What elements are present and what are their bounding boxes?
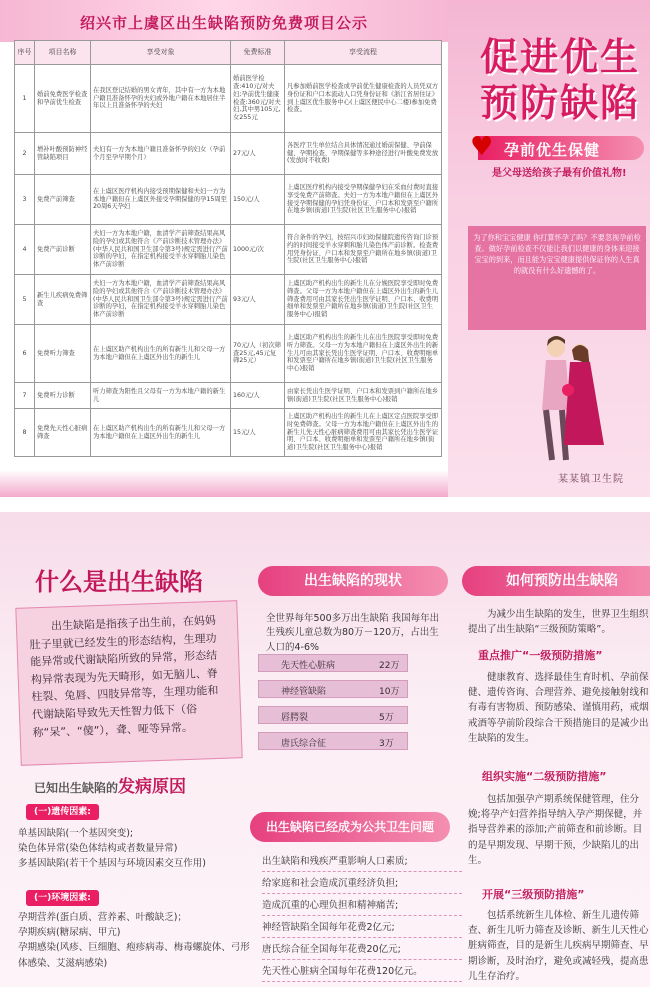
genetic-tag: (一)遗传因素: [26, 804, 99, 820]
cell-process: 上虞区医疗机构内接受孕期保健孕妇在采血付费时直接享受免费产前筛查。夫妇一方为本地户籍但在上虞区外接受孕期保健的孕妇凭身份证、户口本和发票至户籍所在地乡镇(街道)卫生院(社区卫生服务中心)报销 [285, 175, 442, 225]
cause-prefix: 已知出生缺陷的 [34, 781, 119, 795]
level1-heading: 重点推广“一级预防措施” [478, 649, 603, 662]
level1-text: 健康教育、选择最佳生育时机、孕前保健、遗传咨询、合理营养、避免接触射线和有毒有害物质、预防感染、谨慎用药，戒烟戒酒等孕前阶段综合干预措施目的是减少出生缺陷的发生。 [468, 672, 649, 744]
cell-no: 6 [15, 325, 35, 383]
public-item: 先天性心脏病全国每年花费120亿元。 [262, 958, 462, 982]
table-row [15, 275, 442, 325]
cell-target: 在上虞区医疗机构内接受预期保健和夫妇一方为本地户籍但在上虞区外接受孕期保健的孕15周至20周6天孕妇 [91, 175, 231, 225]
level2-text: 包括加强孕产期系统保健管理，住分娩;将孕产妇营养指导纳入孕产期保健，并指导营养素的添加;产前筛查和前诊断。目的是早期发现、早期干预，少缺陷儿的出生。 [468, 794, 643, 866]
table-row [15, 383, 442, 409]
table-row [15, 65, 442, 133]
list-item: 染色体异常(染色体结构或者数量异常) [18, 843, 178, 855]
cell-standard: 27元/人 [231, 133, 285, 175]
table-row [15, 133, 442, 175]
list-item: 孕期疾病(糖尿病、甲亢) [18, 927, 121, 939]
cell-name: 免费听力筛查 [35, 325, 91, 383]
cell-no: 2 [15, 133, 35, 175]
couple-illustration [518, 330, 618, 465]
table-row [15, 225, 442, 275]
definition-note: 出生缺陷是指孩子出生前，在妈妈肚子里就已经发生的形态结构，生理功能异常或代谢缺陷所致的异常，形态结构异常表现为先天畸形，如无脑儿、脊柱裂、兔唇、四肢异常等，生理功能和代谢缺陷导致先天性智力低下（俗称“呆”、“傻”），聋、哑等异常。 [15, 600, 242, 766]
cell-standard: 150元/人 [231, 175, 285, 225]
status-row [258, 654, 408, 672]
cell-no: 7 [15, 383, 35, 409]
project-notice-panel [0, 0, 448, 497]
status-value: 3万 [379, 739, 394, 749]
col-header-standard: 免费标准 [231, 41, 285, 65]
cell-target: 夫妇一方为本地户籍，血清学产前筛查结果高风险的孕妇或其他符合《产前诊断技术管理办法》(中华人民共和国卫生部令第3号)规定需进行产前诊断的孕妇，在指定机构接受羊水穿刺胎儿染色体产前诊断 [91, 225, 231, 275]
env-list [18, 910, 250, 971]
status-value: 10万 [379, 687, 400, 697]
cell-standard: 婚前医学检查:410元/对夫妇;孕前优生健康检查:360元/对夫妇,其中男105元,女255元 [231, 65, 285, 133]
org-name: 某某镇卫生院 [558, 474, 624, 485]
cover-title-line2: 预防缺陷 [480, 80, 641, 125]
list-item: 孕期营养(蛋白质、营养素、叶酸缺乏)； [18, 912, 187, 923]
public-item: 神经管缺陷全国每年花费2亿元; [262, 914, 462, 938]
public-item: 给家庭和社会造成沉重经济负担; [262, 870, 462, 894]
prevent-intro: 为减少出生缺陷的发生，世界卫生组织提出了出生缺陷“三级预防策略”。 [468, 609, 649, 636]
cover-title-line1: 促进优生 [480, 34, 641, 79]
table-header-row [15, 41, 442, 65]
status-intro: 全世界每年500多万出生缺陷 我国每年出生残疾儿童总数为80万－120万，占出生人口的4-6% [266, 613, 440, 653]
list-item: 多基因缺陷(若干个基因与环境因素交互作用) [18, 858, 206, 870]
status-value: 22万 [379, 661, 400, 671]
cell-target: 夫妇有一方为本地户籍且准备怀孕的妇女（孕前个月至孕早期个月） [91, 133, 231, 175]
what-title-main: 出生缺陷 [107, 568, 203, 596]
public-item: 造成沉重的心理负担和精神痛苦; [262, 892, 462, 916]
genetic-list [18, 826, 250, 872]
cell-target: 在我区登记结婚的男女青年，其中有一方为本地户籍且准备怀孕的夫妇或外地户籍在本地居住半年以上且准备怀孕的夫妇 [91, 65, 231, 133]
heart-icon: ♥ [470, 132, 494, 162]
cause-title: 发病原因 [118, 777, 187, 797]
status-name: 唇腭裂 [281, 713, 309, 723]
cell-target: 在上虞区助产机构出生的所有新生儿和父母一方为本地户籍但在上虞区外出生的新生儿 [91, 409, 231, 457]
leaflet-inner-side [0, 512, 650, 987]
level2-heading: 组织实施“二级预防措施” [482, 770, 607, 783]
cell-standard: 15元/人 [231, 409, 285, 457]
cell-target: 夫妇一方为本地户籍，血清学产前筛查结果高风险的孕妇或其他符合《产前诊断技术管理办法》(中华人民共和国卫生部令第3号)规定需进行产前诊断的孕妇，在指定机构接受羊水穿刺胎儿染色体产前诊断 [91, 275, 231, 325]
public-item: 出生缺陷和残疾严重影响人口素质; [262, 848, 462, 872]
env-tag: (一)环境因素: [26, 890, 99, 906]
col-header-no: 序号 [15, 41, 35, 65]
cell-target: 在上虞区助产机构出生的所有新生儿和父母一方为本地户籍但在上虞区外出生的新生儿 [91, 325, 231, 383]
what-title [35, 562, 203, 597]
table-row [15, 175, 442, 225]
cover-tagline: 是父母送给孩子最有价值礼物! [492, 168, 627, 179]
what-title-prefix: 什么是 [35, 568, 107, 596]
col-header-name: 项目名称 [35, 41, 91, 65]
bottom-wave [0, 470, 448, 497]
notice-title: 绍兴市上虞区出生缺陷预防免费项目公示 [79, 14, 368, 32]
public-item: 唐氏综合征全国每年花费20亿元; [262, 936, 462, 960]
cause-heading [34, 772, 186, 797]
prevent-heading: 如何预防出生缺陷 [462, 566, 650, 596]
cell-no: 1 [15, 65, 35, 133]
cover-subtitle: 孕前优生保健 [504, 141, 601, 159]
cell-standard: 70元/人（初次筛查25元,45元复筛25元） [231, 325, 285, 383]
status-heading: 出生缺陷的现状 [258, 566, 448, 596]
public-heading: 出生缺陷已经成为公共卫生问题 [250, 812, 450, 842]
cell-name: 免费听力诊断 [35, 383, 91, 409]
col-header-process: 享受流程 [285, 41, 442, 65]
project-table [14, 40, 442, 457]
cell-process: 符合条件的孕妇，按绍兴市妇幼保健院遗传咨询门诊预约的时间接受羊水穿刺和胎儿染色体产前诊断。检查费用凭身份证、户口本和发票至户籍所在地乡镇(街道)卫生院(社区卫生服务中心)报销 [285, 225, 442, 275]
status-name: 先天性心脏病 [281, 661, 336, 671]
cell-process: 各医疗卫生单位结合具体情况通过婚前保健、孕前保健、孕期检查、孕期保健等多种途径进行叶酸免费发放(发放时不收费) [285, 133, 442, 175]
col-header-target: 享受对象 [91, 41, 231, 65]
status-name: 神经管缺陷 [281, 687, 327, 697]
list-item: 单基因缺陷(一个基因突变); [18, 828, 134, 839]
status-row [258, 706, 408, 724]
cell-name: 增补叶酸预防神经管缺陷项目 [35, 133, 91, 175]
status-row [258, 732, 408, 750]
cell-process: 上虞区助产机构出生的新生儿在上虞区定点医院享受即时免费筛查。父母一方为本地户籍但在上虞区外出生的新生儿先天性心脏病筛查费用可由其家长凭出生医学证明、户口本、收费明细单和发票至户籍所在地乡镇(街道)卫生院(社区卫生服务中心)报销 [285, 409, 442, 457]
cell-no: 4 [15, 225, 35, 275]
table-row [15, 409, 442, 457]
cell-process: 凡参加婚前医学检查或孕前优生健康检查的人员凭双方身份证和户口本流动人口凭身份证和《浙江省居住证》到上虞区优生服务中心(上虞区便民中心二楼)参加免费检查。 [285, 65, 442, 133]
cell-standard: 160元/人 [231, 383, 285, 409]
cell-name: 免费先天性心脏病筛查 [35, 409, 91, 457]
fold-gap [0, 497, 650, 512]
cover-paragraph: 为了你和宝宝健康 你打算怀孕了吗？不要忽视孕前检查。做好孕前检查不仅能让我们以健康的身体来迎接宝宝的到来，而且能为宝宝健康提供保证你的人生真的就没有什么好遗憾的了。 [468, 226, 646, 330]
cell-process: 上虞区助产机构出生的新生儿在出生医院享受即时免费听力筛查。父母一方为本地户籍但在上虞区外出生的新生儿可由其家长凭出生医学证明、户口本、收费明细单和发票至户籍所在地乡镇(街道)卫生院(社区卫生服务中心)报销 [285, 325, 442, 383]
cell-name: 免费产前筛查 [35, 175, 91, 225]
cell-target: 听力筛查为阳性且父母有一方为本地户籍的新生儿 [91, 383, 231, 409]
cell-standard: 93元/人 [231, 275, 285, 325]
cell-process: 上虞区助产机构出生的新生儿在分娩医院享受即时免费筛查。父母一方为本地户籍但在上虞区外出生的新生儿筛查费用可由其家长凭出生医学证明、户口本、收费明细单和发票至户籍所在地乡镇(街道)卫生院(社区卫生服务中心)报销 [285, 275, 442, 325]
status-value: 5万 [379, 713, 394, 723]
cell-no: 3 [15, 175, 35, 225]
cell-standard: 1000元/次 [231, 225, 285, 275]
table-row [15, 325, 442, 383]
cell-name: 婚前免费医学检查和孕前优生检查 [35, 65, 91, 133]
cell-no: 8 [15, 409, 35, 457]
level3-text: 包括系统新生儿体检、新生儿遗传筛查、新生儿听力筛查及诊断、新生儿天性心脏病筛查，目的是新生儿疾病早期筛查、早期诊断，及时治疗，避免或减轻残，提高患儿生存治疗。 [468, 910, 649, 982]
cell-process: 由家长凭出生医学证明、户口本和发票到户籍所在地乡镇(街道)卫生院(社区卫生服务中心)报销 [285, 383, 442, 409]
level3-heading: 开展“三级预防措施” [482, 888, 585, 901]
cell-no: 5 [15, 275, 35, 325]
cover-panel [448, 0, 650, 497]
status-row [258, 680, 408, 698]
cell-name: 免费产前诊断 [35, 225, 91, 275]
list-item: 孕期感染(风疹、巨细胞、疱疹病毒、梅毒螺旋体、弓形体感染、艾滋病感染) [18, 942, 250, 969]
status-name: 唐氏综合征 [281, 739, 327, 749]
cell-name: 新生儿疾病免费筛查 [35, 275, 91, 325]
